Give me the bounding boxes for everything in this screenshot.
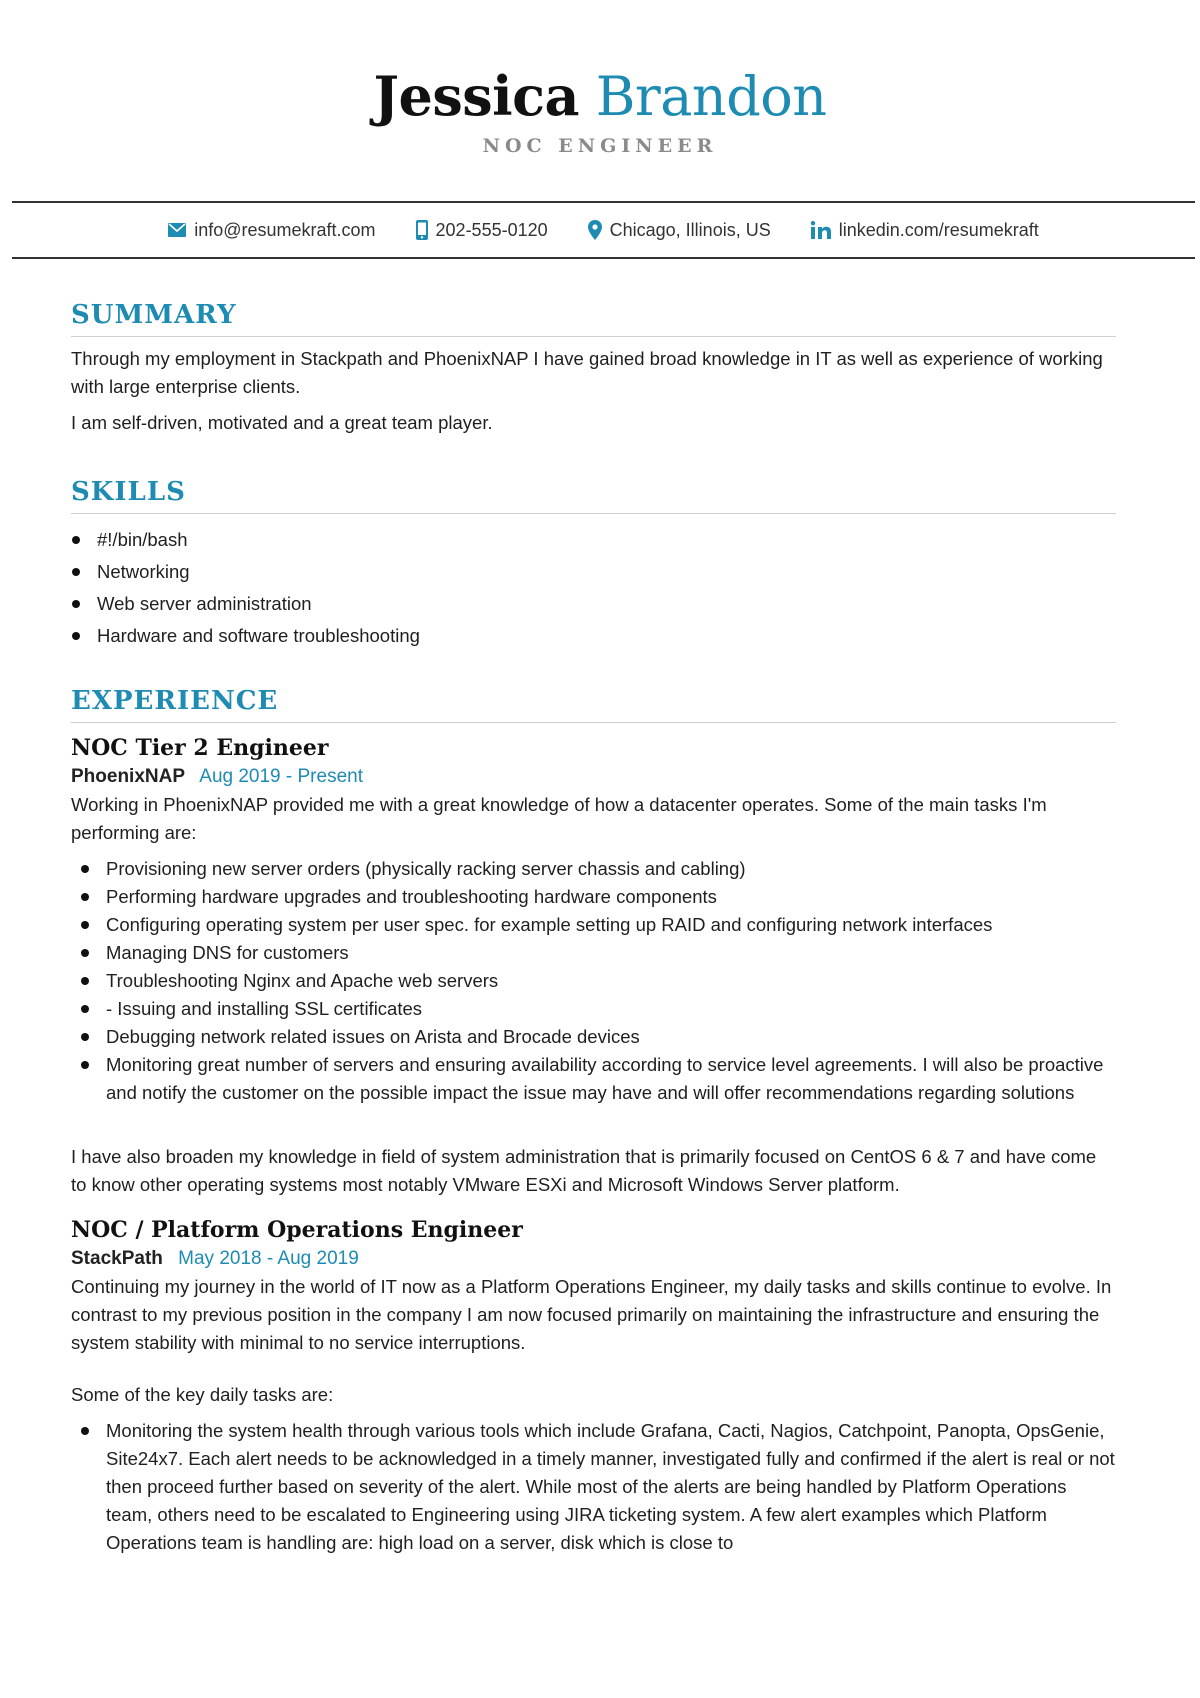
task-item: Troubleshooting Nginx and Apache web servers [71, 967, 1116, 995]
company-name: StackPath [71, 1248, 163, 1269]
task-item: Debugging network related issues on Arista and Brocade devices [71, 1023, 1116, 1051]
task-item: - Issuing and installing SSL certificates [71, 995, 1116, 1023]
job-title: NOC / Platform Operations Engineer [71, 1217, 523, 1243]
resume-body [71, 300, 1116, 1557]
skill-item: Hardware and software troubleshooting [71, 622, 1116, 650]
skill-item: Networking [71, 558, 1116, 586]
job-title: NOC Tier 2 Engineer [71, 735, 329, 761]
last-name: Brandon [595, 65, 827, 128]
job-intro: Working in PhoenixNAP provided me with a great knowledge of how a datacenter operates. Some of the main tasks I'm performing are: [71, 794, 1047, 843]
summary-paragraph: I am self-driven, motivated and a great team player. [71, 412, 493, 433]
linkedin-icon [811, 221, 831, 239]
job-entry [71, 1215, 1116, 1557]
job-task-list [71, 1417, 1116, 1557]
task-item: Provisioning new server orders (physically racking server chassis and cabling) [71, 855, 1116, 883]
first-name: Jessica [373, 64, 580, 128]
tasks-intro: Some of the key daily tasks are: [71, 1384, 334, 1405]
map-pin-icon [588, 220, 602, 240]
linkedin-text: linkedin.com/resumekraft [838, 219, 1039, 240]
job-intro: Continuing my journey in the world of IT now as a Platform Operations Engineer, my daily tasks and skills continue to evolve. In contrast to my previous position in the company I am now focused primarily on maintaining the infrastructure and ensuring the system stability with minimal to no service interruptions. [71, 1276, 1112, 1353]
task-item: Managing DNS for customers [71, 939, 1116, 967]
summary-paragraph: Through my employment in Stackpath and PhoenixNAP I have gained broad knowledge in IT as well as experience of working with large enterprise clients. [71, 348, 1103, 397]
phone-icon [416, 220, 428, 240]
skill-item: Web server administration [71, 590, 1116, 618]
contact-location [588, 220, 771, 241]
task-item: Monitoring great number of servers and ensuring availability according to service level agreements. I will also be proactive and notify the customer on the possible impact the issue may have and will offer recommendations regarding solutions [71, 1051, 1116, 1107]
job-task-list [71, 855, 1116, 1107]
company-name: PhoenixNAP [71, 766, 186, 787]
contact-phone[interactable] [416, 220, 548, 241]
envelope-icon [168, 223, 186, 237]
experience-section [71, 686, 1116, 1557]
job-dates: Aug 2019 - Present [199, 766, 363, 787]
summary-heading: SUMMARY [71, 300, 1116, 337]
task-item: Configuring operating system per user spec. for example setting up RAID and configuring network interfaces [71, 911, 1116, 939]
resume-header [0, 62, 1200, 157]
skill-item: #!/bin/bash [71, 526, 1116, 554]
task-item: Monitoring the system health through various tools which include Grafana, Cacti, Nagios, Catchpoint, Panopta, OpsGenie, Site24x7. Each alert needs to be acknowledged in a timely manner, investigated fully and confirmed if the alert is real or not then proceed further based on severity of the alert. While most of the alerts are being handled by Platform Operations team, others need to be escalated to Engineering using JIRA ticketing system. A few alert examples which Platform Operations team is handling are: high load on a server, disk which is close to [71, 1417, 1116, 1557]
contact-linkedin[interactable] [811, 220, 1039, 241]
skills-section [71, 477, 1116, 650]
contact-bar [12, 201, 1195, 259]
location-text: Chicago, Illinois, US [609, 219, 771, 240]
candidate-name [0, 62, 1200, 131]
email-text: info@resumekraft.com [194, 219, 376, 240]
job-title-heading: NOC ENGINEER [482, 135, 718, 157]
job-meta [71, 1245, 1116, 1273]
summary-section [71, 300, 1116, 437]
job-entry [71, 733, 1116, 1199]
phone-text: 202-555-0120 [435, 219, 548, 240]
experience-heading: EXPERIENCE [71, 686, 1116, 723]
contact-email[interactable] [168, 220, 375, 241]
skills-list [71, 526, 1116, 650]
job-meta [71, 763, 1116, 791]
task-item: Performing hardware upgrades and troubleshooting hardware components [71, 883, 1116, 911]
job-outro: I have also broaden my knowledge in field of system administration that is primarily focused on CentOS 6 & 7 and have come to know other operating systems most notably VMware ESXi and Microsoft Windows Server platform. [71, 1146, 1097, 1195]
skills-heading: SKILLS [71, 477, 1116, 514]
job-dates: May 2018 - Aug 2019 [178, 1248, 359, 1269]
